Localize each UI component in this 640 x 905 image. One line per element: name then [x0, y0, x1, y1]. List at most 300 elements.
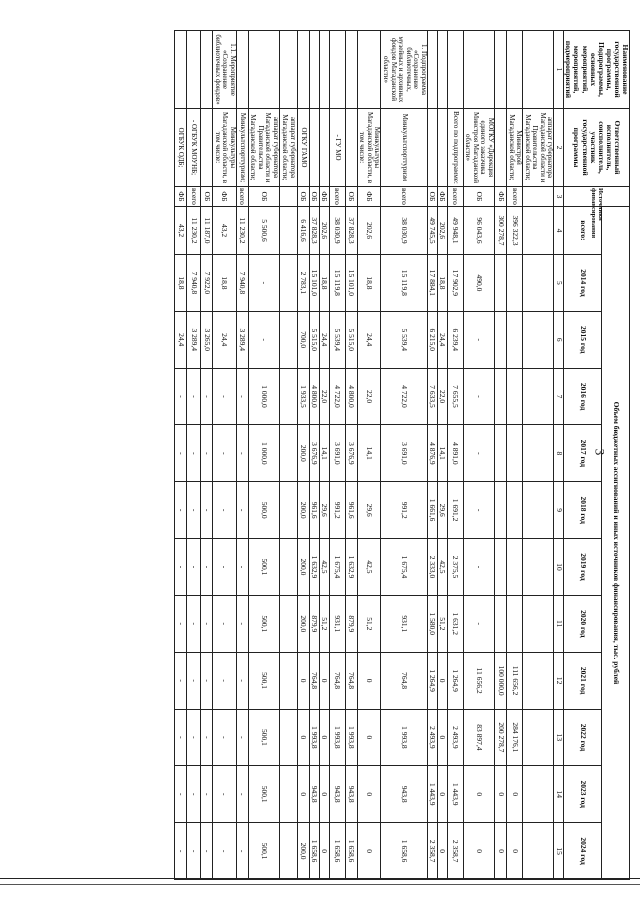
- year-value-cell: 51,2: [357, 595, 381, 652]
- year-value-cell: [279, 539, 297, 596]
- program-name-cell: [506, 31, 522, 109]
- source-cell: ОБ: [309, 187, 319, 207]
- year-value-cell: -: [187, 652, 201, 709]
- financing-table: [174, 30, 630, 880]
- column-number: 6: [554, 311, 564, 368]
- year-value-cell: 1 631,2: [447, 595, 463, 652]
- source-cell: ОБ: [297, 187, 309, 207]
- bottom-rule: [0, 878, 640, 879]
- header-financing-volume: Объем бюджетных ассигнований и иных источников финансирования, тыс. рублей: [602, 207, 630, 880]
- year-value-cell: -: [201, 709, 213, 766]
- year-value-cell: 2 358,7: [427, 823, 437, 880]
- year-value-cell: 22,0: [437, 368, 447, 425]
- year-value-cell: [506, 425, 522, 482]
- year-value-cell: -: [175, 823, 187, 880]
- year-value-cell: 2 358,7: [447, 823, 463, 880]
- year-value-cell: 18,8: [319, 255, 329, 312]
- header-year: 2020 год: [564, 595, 602, 652]
- year-value-cell: -: [175, 595, 187, 652]
- header-program-name: Наименование государственной программы, Подпрограммы, основных мероприятий, мероприятий, подмероприятий: [564, 31, 630, 109]
- year-value-cell: [494, 595, 506, 652]
- program-name-cell: [175, 31, 187, 109]
- year-value-cell: 879,9: [345, 595, 357, 652]
- table-row: [345, 31, 357, 880]
- table-row: [437, 31, 447, 880]
- year-value-cell: 3 289,4: [187, 311, 201, 368]
- source-cell: ФБ: [494, 187, 506, 207]
- year-value-cell: [523, 823, 554, 880]
- year-value-cell: -: [236, 539, 248, 596]
- executor-cell: [201, 109, 213, 187]
- year-value-cell: -: [236, 482, 248, 539]
- program-name-cell: [309, 31, 319, 109]
- year-value-cell: 943,8: [345, 766, 357, 823]
- year-value-cell: 111 656,2: [506, 652, 522, 709]
- program-name-cell: [279, 31, 297, 109]
- column-number: 9: [554, 482, 564, 539]
- year-value-cell: [279, 709, 297, 766]
- year-value-cell: 1 632,9: [309, 539, 319, 596]
- header-year: 2022 год: [564, 709, 602, 766]
- year-value-cell: [523, 482, 554, 539]
- header-total: всего:: [564, 207, 602, 255]
- year-value-cell: -: [213, 425, 237, 482]
- year-value-cell: 14,1: [357, 425, 381, 482]
- table-row: [319, 31, 329, 880]
- year-value-cell: -: [201, 368, 213, 425]
- column-number: 7: [554, 368, 564, 425]
- executor-cell: [494, 109, 506, 187]
- year-value-cell: [279, 766, 297, 823]
- year-value-cell: 1 661,6: [427, 482, 437, 539]
- year-value-cell: 3 265,0: [201, 311, 213, 368]
- year-value-cell: 0: [463, 823, 494, 880]
- year-value-cell: 0: [437, 766, 447, 823]
- total-cell: 43,2: [175, 207, 187, 255]
- year-value-cell: 200,0: [297, 425, 309, 482]
- year-value-cell: [279, 823, 297, 880]
- table-row: [427, 31, 437, 880]
- year-value-cell: -: [236, 595, 248, 652]
- year-value-cell: -: [236, 823, 248, 880]
- table-row: [309, 31, 319, 880]
- year-value-cell: 4 800,0: [345, 368, 357, 425]
- year-value-cell: 24,4: [175, 311, 187, 368]
- source-cell: ОБ: [463, 187, 494, 207]
- executor-cell: Минкультуры Магаданской области, в том числе:: [213, 109, 237, 187]
- year-value-cell: 5 515,0: [345, 311, 357, 368]
- year-value-cell: [506, 539, 522, 596]
- total-cell: 202,6: [437, 207, 447, 255]
- year-value-cell: -: [201, 539, 213, 596]
- year-value-cell: 6 239,4: [447, 311, 463, 368]
- page-number: 3: [592, 448, 608, 456]
- column-number: 12: [554, 652, 564, 709]
- year-value-cell: -: [187, 595, 201, 652]
- year-value-cell: -: [463, 482, 494, 539]
- year-value-cell: -: [213, 652, 237, 709]
- year-value-cell: 2 783,1: [297, 255, 309, 312]
- column-number: 2: [554, 109, 564, 187]
- year-value-cell: 0: [357, 823, 381, 880]
- table-row: [381, 31, 427, 880]
- program-name-cell: [201, 31, 213, 109]
- total-cell: 38 030,9: [381, 207, 427, 255]
- year-value-cell: 764,8: [345, 652, 357, 709]
- year-value-cell: 7 922,0: [201, 255, 213, 312]
- year-value-cell: -: [175, 425, 187, 482]
- column-number-row: [554, 31, 564, 880]
- program-name-cell: [427, 31, 437, 109]
- executor-cell: [437, 109, 447, 187]
- source-cell: ФБ: [319, 187, 329, 207]
- year-value-cell: 15 119,8: [381, 255, 427, 312]
- table-row: [187, 31, 201, 880]
- executor-cell: ОГБУК ОДБ;: [175, 109, 187, 187]
- year-value-cell: 0: [506, 823, 522, 880]
- year-value-cell: 29,6: [357, 482, 381, 539]
- total-cell: 37 828,3: [309, 207, 319, 255]
- table-row: [523, 31, 554, 880]
- source-cell: всего: [187, 187, 201, 207]
- year-value-cell: 3 691,0: [381, 425, 427, 482]
- year-value-cell: 5 539,4: [381, 311, 427, 368]
- year-value-cell: 500,1: [248, 595, 279, 652]
- year-value-cell: 1 443,9: [427, 766, 437, 823]
- year-value-cell: -: [201, 823, 213, 880]
- year-value-cell: 500,1: [248, 539, 279, 596]
- table-row: [357, 31, 381, 880]
- source-cell: ОБ: [248, 187, 279, 207]
- year-value-cell: -: [213, 368, 237, 425]
- source-cell: всего: [381, 187, 427, 207]
- source-cell: всего: [236, 187, 248, 207]
- year-value-cell: 0: [506, 766, 522, 823]
- total-cell: 11 187,0: [201, 207, 213, 255]
- year-value-cell: 0: [297, 652, 309, 709]
- total-cell: 11 230,2: [187, 207, 201, 255]
- header-year: 2017 год: [564, 425, 602, 482]
- column-number: 3: [554, 187, 564, 207]
- year-value-cell: 0: [463, 766, 494, 823]
- year-value-cell: 284 176,1: [506, 709, 522, 766]
- year-value-cell: 22,0: [319, 368, 329, 425]
- year-value-cell: 1 580,0: [427, 595, 437, 652]
- total-cell: [523, 207, 554, 255]
- year-value-cell: 200,0: [297, 823, 309, 880]
- year-value-cell: -: [201, 425, 213, 482]
- year-value-cell: -: [236, 652, 248, 709]
- column-number: 11: [554, 595, 564, 652]
- total-cell: 96 043,6: [463, 207, 494, 255]
- year-value-cell: -: [463, 425, 494, 482]
- total-cell: 37 828,3: [345, 207, 357, 255]
- year-value-cell: 0: [297, 709, 309, 766]
- year-value-cell: 4 722,0: [381, 368, 427, 425]
- year-value-cell: 14,1: [437, 425, 447, 482]
- executor-cell: [345, 109, 357, 187]
- year-value-cell: [279, 368, 297, 425]
- year-value-cell: [506, 482, 522, 539]
- year-value-cell: 2 493,9: [447, 709, 463, 766]
- year-value-cell: 18,8: [213, 255, 237, 312]
- year-value-cell: -: [187, 823, 201, 880]
- year-value-cell: [494, 255, 506, 312]
- total-cell: 43,2: [213, 207, 237, 255]
- year-value-cell: [279, 595, 297, 652]
- program-name-cell: [297, 31, 309, 109]
- year-value-cell: [279, 482, 297, 539]
- year-value-cell: [494, 311, 506, 368]
- bottom-rule: [0, 884, 640, 885]
- year-value-cell: 7 940,8: [236, 255, 248, 312]
- year-value-cell: 991,2: [329, 482, 345, 539]
- source-cell: [523, 187, 554, 207]
- total-cell: 6 416,6: [297, 207, 309, 255]
- year-value-cell: -: [463, 539, 494, 596]
- year-value-cell: 1 000,0: [248, 368, 279, 425]
- year-value-cell: 0: [437, 652, 447, 709]
- year-value-cell: 700,0: [297, 311, 309, 368]
- year-value-cell: [523, 595, 554, 652]
- executor-cell: [309, 109, 319, 187]
- year-value-cell: 3 676,9: [309, 425, 319, 482]
- source-cell: ФБ: [437, 187, 447, 207]
- executor-cell: [427, 109, 437, 187]
- year-value-cell: 500,1: [248, 823, 279, 880]
- year-value-cell: [506, 595, 522, 652]
- year-value-cell: -: [236, 368, 248, 425]
- executor-cell: Минкультспорттуризм;: [236, 109, 248, 187]
- year-value-cell: 764,8: [309, 652, 319, 709]
- year-value-cell: -: [187, 482, 201, 539]
- executor-cell: Минкультуры Магаданской области, в том числе:: [357, 109, 381, 187]
- year-value-cell: 1 658,6: [309, 823, 319, 880]
- year-value-cell: -: [175, 766, 187, 823]
- program-name-cell: [437, 31, 447, 109]
- year-value-cell: 24,4: [357, 311, 381, 368]
- program-name-cell: [345, 31, 357, 109]
- year-value-cell: -: [248, 255, 279, 312]
- year-value-cell: 1 658,6: [381, 823, 427, 880]
- executor-cell: - ОГБУК МОУНБ;: [187, 109, 201, 187]
- total-cell: 11 230,2: [236, 207, 248, 255]
- year-value-cell: 0: [357, 766, 381, 823]
- year-value-cell: 51,2: [319, 595, 329, 652]
- year-value-cell: 4 891,0: [447, 425, 463, 482]
- year-value-cell: [506, 311, 522, 368]
- year-value-cell: [279, 311, 297, 368]
- year-value-cell: 200,0: [297, 539, 309, 596]
- year-value-cell: [523, 709, 554, 766]
- year-value-cell: [523, 368, 554, 425]
- year-value-cell: 3 289,4: [236, 311, 248, 368]
- year-value-cell: [279, 255, 297, 312]
- source-cell: всего: [447, 187, 463, 207]
- year-value-cell: -: [463, 368, 494, 425]
- year-value-cell: 83 897,4: [463, 709, 494, 766]
- year-value-cell: 0: [437, 823, 447, 880]
- year-value-cell: -: [201, 595, 213, 652]
- year-value-cell: -: [175, 539, 187, 596]
- year-value-cell: 15 119,8: [329, 255, 345, 312]
- header-executor: Ответственный исполнитель, соисполнитель, участник государственной программы: [564, 109, 630, 187]
- year-value-cell: 29,6: [437, 482, 447, 539]
- year-value-cell: 0: [437, 709, 447, 766]
- year-value-cell: 0: [319, 823, 329, 880]
- year-value-cell: -: [213, 766, 237, 823]
- year-value-cell: 764,8: [381, 652, 427, 709]
- source-cell: ОБ: [427, 187, 437, 207]
- header-year: 2023 год: [564, 766, 602, 823]
- total-cell: 202,6: [357, 207, 381, 255]
- header-source: Источники финансирования: [564, 187, 630, 207]
- table-row: [447, 31, 463, 880]
- year-value-cell: 200,0: [297, 482, 309, 539]
- program-name-cell: [319, 31, 329, 109]
- header-year: 2015 год: [564, 311, 602, 368]
- year-value-cell: 15 101,0: [345, 255, 357, 312]
- table-row: [236, 31, 248, 880]
- source-cell: ФБ: [213, 187, 237, 207]
- year-value-cell: 18,8: [357, 255, 381, 312]
- table-row: [494, 31, 506, 880]
- year-value-cell: -: [187, 766, 201, 823]
- year-value-cell: -: [236, 709, 248, 766]
- table-row: [201, 31, 213, 880]
- executor-cell: аппарат губернатора Магаданской области и Правительства Магаданской области;: [248, 109, 279, 187]
- source-cell: [279, 187, 297, 207]
- year-value-cell: 1 658,6: [345, 823, 357, 880]
- executor-cell: - ГУ МО: [329, 109, 345, 187]
- program-name-cell: [248, 31, 279, 109]
- year-value-cell: 961,6: [345, 482, 357, 539]
- year-value-cell: 51,2: [437, 595, 447, 652]
- year-value-cell: 0: [319, 652, 329, 709]
- year-value-cell: -: [213, 482, 237, 539]
- column-number: 10: [554, 539, 564, 596]
- year-value-cell: 17 884,1: [427, 255, 437, 312]
- table-row: [248, 31, 279, 880]
- year-value-cell: 2 493,9: [427, 709, 437, 766]
- table-row: [175, 31, 187, 880]
- year-value-cell: 879,9: [309, 595, 319, 652]
- year-value-cell: -: [175, 709, 187, 766]
- year-value-cell: 200 278,7: [494, 709, 506, 766]
- year-value-cell: [506, 255, 522, 312]
- year-value-cell: 931,1: [329, 595, 345, 652]
- year-value-cell: 11 656,2: [463, 652, 494, 709]
- program-name-cell: 1.1. Мероприятие «Сохранение библиотечных фондов»: [213, 31, 237, 109]
- year-value-cell: 42,5: [357, 539, 381, 596]
- column-number: 8: [554, 425, 564, 482]
- year-value-cell: -: [175, 368, 187, 425]
- header-year: 2016 год: [564, 368, 602, 425]
- year-value-cell: -: [213, 539, 237, 596]
- program-name-cell: 1. Подпрограмма «Сохранение библиотечных, музейных и архивных фондов Магаданской области»: [381, 31, 427, 109]
- year-value-cell: 1 691,2: [447, 482, 463, 539]
- year-value-cell: 500,1: [248, 766, 279, 823]
- year-value-cell: -: [187, 425, 201, 482]
- total-cell: [279, 207, 297, 255]
- year-value-cell: 18,8: [175, 255, 187, 312]
- year-value-cell: 2 375,5: [447, 539, 463, 596]
- column-number: 15: [554, 823, 564, 880]
- year-value-cell: 1 675,4: [381, 539, 427, 596]
- executor-cell: аппарат губернатора Магаданской области и Правительства Магаданской области;: [523, 109, 554, 187]
- column-number: 5: [554, 255, 564, 312]
- source-cell: ОБ: [201, 187, 213, 207]
- year-value-cell: 500,1: [248, 652, 279, 709]
- table-row: [279, 31, 297, 880]
- year-value-cell: 2 333,0: [427, 539, 437, 596]
- year-value-cell: -: [187, 539, 201, 596]
- year-value-cell: -: [236, 766, 248, 823]
- year-value-cell: 931,1: [381, 595, 427, 652]
- year-value-cell: 1 993,8: [329, 709, 345, 766]
- source-cell: ФБ: [357, 187, 381, 207]
- year-value-cell: 3 691,0: [329, 425, 345, 482]
- executor-cell: аппарат губернатора Магаданской области;: [279, 109, 297, 187]
- year-value-cell: 200,0: [297, 595, 309, 652]
- year-value-cell: 24,4: [437, 311, 447, 368]
- column-number: 14: [554, 766, 564, 823]
- year-value-cell: 943,8: [329, 766, 345, 823]
- total-cell: 5 500,6: [248, 207, 279, 255]
- year-value-cell: 0: [357, 652, 381, 709]
- year-value-cell: 500,0: [248, 482, 279, 539]
- total-cell: 38 030,9: [329, 207, 345, 255]
- year-value-cell: -: [248, 311, 279, 368]
- year-value-cell: [523, 766, 554, 823]
- year-value-cell: -: [213, 709, 237, 766]
- year-value-cell: 4 722,0: [329, 368, 345, 425]
- header-year: 2024 год: [564, 823, 602, 880]
- year-value-cell: 22,0: [357, 368, 381, 425]
- year-value-cell: 500,1: [248, 709, 279, 766]
- source-cell: ФБ: [175, 187, 187, 207]
- table-body: [175, 31, 554, 880]
- program-name-cell: [187, 31, 201, 109]
- year-value-cell: 15 101,0: [309, 255, 319, 312]
- year-value-cell: 18,8: [437, 255, 447, 312]
- source-cell: ОБ: [345, 187, 357, 207]
- year-value-cell: 991,2: [381, 482, 427, 539]
- year-value-cell: 1 933,5: [297, 368, 309, 425]
- source-cell: всего: [329, 187, 345, 207]
- year-value-cell: 4 800,0: [309, 368, 319, 425]
- year-value-cell: [506, 368, 522, 425]
- year-value-cell: 0: [494, 766, 506, 823]
- year-value-cell: 42,5: [437, 539, 447, 596]
- year-value-cell: 42,5: [319, 539, 329, 596]
- year-value-cell: 1 264,9: [427, 652, 437, 709]
- year-value-cell: 24,4: [319, 311, 329, 368]
- year-value-cell: 1 993,8: [345, 709, 357, 766]
- year-value-cell: 4 876,9: [427, 425, 437, 482]
- year-value-cell: 7 940,8: [187, 255, 201, 312]
- year-value-cell: -: [175, 652, 187, 709]
- year-value-cell: 0: [357, 709, 381, 766]
- program-name-cell: [523, 31, 554, 109]
- executor-cell: Министрой Магаданской области;: [506, 109, 522, 187]
- year-value-cell: -: [201, 482, 213, 539]
- column-number: 1: [554, 31, 564, 109]
- program-name-cell: [463, 31, 494, 109]
- year-value-cell: -: [187, 709, 201, 766]
- year-value-cell: 0: [319, 766, 329, 823]
- year-value-cell: -: [187, 368, 201, 425]
